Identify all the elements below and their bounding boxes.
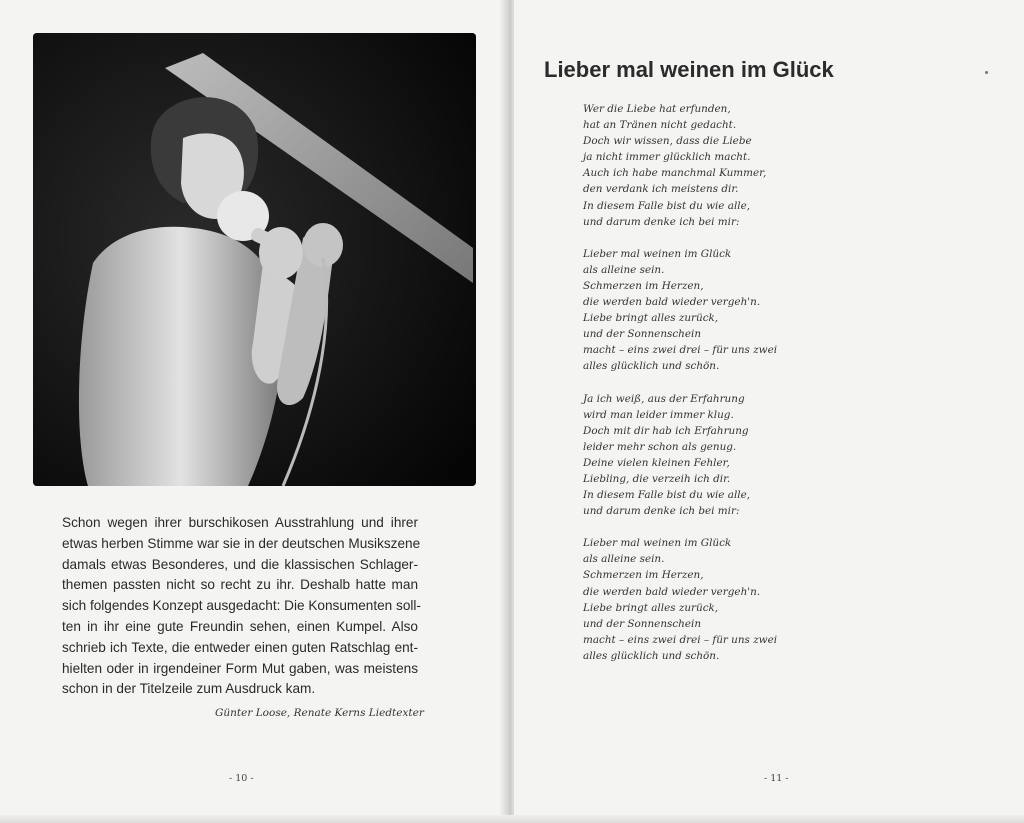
body-line: schon in der Titelzeile zum Ausdruck kam.: [62, 681, 316, 697]
lyric-line: alles glücklich und schön.: [583, 360, 720, 373]
lyric-line: und der Sonnenschein: [583, 328, 702, 341]
lyric-line: In diesem Falle bist du wie alle,: [583, 489, 751, 502]
song-title: Lieber mal weinen im Glück: [544, 57, 834, 82]
lyric-line: Liebe bringt alles zurück,: [583, 312, 719, 325]
attribution: Günter Loose, Renate Kerns Liedtexter: [215, 707, 424, 719]
lyric-line: und darum denke ich bei mir:: [583, 505, 740, 518]
lyric-line: und der Sonnenschein: [583, 617, 702, 630]
lyric-line: als alleine sein.: [583, 263, 665, 276]
paper-speck: [985, 71, 988, 74]
body-line: hielten oder in irgendeiner Form Mut gaben, was meistens: [62, 660, 418, 676]
lyric-line: Wer die Liebe hat erfunden,: [583, 103, 731, 115]
lyric-line: leider mehr schon als genug.: [583, 440, 737, 453]
lyric-line: In diesem Falle bist du wie alle,: [583, 199, 751, 212]
left-page: [0, 0, 506, 823]
page-number-right: - 11 -: [764, 773, 789, 784]
lyric-line: wird man leider immer klug.: [583, 408, 734, 421]
lyric-line: Doch wir wissen, dass die Liebe: [583, 135, 752, 148]
body-line: themen passten nicht so recht zu ihr. Deshalb hatte man: [62, 577, 418, 593]
lyric-line: Deine vielen kleinen Fehler,: [583, 456, 730, 469]
body-line: ten in ihr eine gute Freundin sehen, einen Kumpel. Also: [62, 618, 418, 634]
lyric-line: als alleine sein.: [583, 553, 665, 566]
body-line: sich folgendes Konzept ausgedacht: Die Konsumenten soll-: [62, 598, 421, 614]
lyric-line: hat an Tränen nicht gedacht.: [583, 119, 737, 132]
lyric-line: Liebling, die verzeih ich dir.: [583, 472, 731, 485]
page-bottom-edge: [0, 815, 1024, 823]
stanza: [583, 246, 777, 375]
body-text: [62, 513, 421, 700]
page-number-left: - 10 -: [229, 773, 254, 784]
lyric-line: und darum denke ich bei mir:: [583, 215, 740, 228]
stanza: [583, 535, 777, 664]
lyric-line: Lieber mal weinen im Glück: [583, 537, 732, 550]
lyric-line: die werden bald wieder vergeh'n.: [583, 585, 761, 598]
body-line: Schon wegen ihrer burschikosen Ausstrahlung und ihrer: [62, 515, 418, 530]
stanza: [583, 101, 777, 230]
lyric-line: den verdank ich meistens dir.: [583, 183, 739, 196]
lyric-line: Liebe bringt alles zurück,: [583, 601, 719, 614]
lyric-line: alles glücklich und schön.: [583, 649, 720, 662]
body-line: damals etwas Besonderes, und die klassischen Schlager-: [62, 556, 418, 572]
lyric-line: Doch mit dir hab ich Erfahrung: [583, 424, 749, 437]
lyric-line: ja nicht immer glücklich macht.: [583, 151, 751, 164]
lyric-line: Schmerzen im Herzen,: [583, 569, 704, 582]
lyric-line: Auch ich habe manchmal Kummer,: [583, 167, 767, 180]
lyric-line: macht – eins zwei drei – für uns zwei: [583, 344, 778, 357]
lyric-line: Ja ich weiß, aus der Erfahrung: [583, 392, 745, 405]
lyric-line: macht – eins zwei drei – für uns zwei: [583, 633, 778, 646]
lyrics: [583, 101, 777, 680]
body-line: etwas herben Stimme war sie in der deutschen Musikszene: [62, 535, 421, 551]
lyric-line: die werden bald wieder vergeh'n.: [583, 296, 761, 309]
body-line: schrieb ich Texte, die entweder einen guten Ratschlag ent-: [62, 639, 418, 655]
stanza: [583, 391, 777, 520]
lyric-line: Schmerzen im Herzen,: [583, 279, 704, 292]
singer-photo: [33, 33, 476, 486]
lyric-line: Lieber mal weinen im Glück: [583, 247, 732, 260]
